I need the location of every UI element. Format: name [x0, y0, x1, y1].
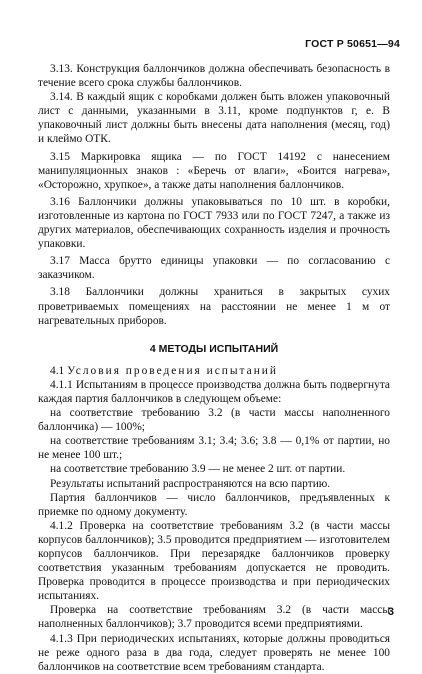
list-item-3-9: на соответствие требованию 3.9 — не менее 2 шт. от партии. — [50, 463, 346, 476]
subsection-heading — [38, 364, 390, 378]
subsection-number: 4.1 — [50, 364, 65, 377]
paragraph-3-17: 3.17 Масса брутто единицы упаковки — по согласованию с заказчиком. — [38, 255, 390, 282]
paragraph-check-filled: Проверка на соответствие требованиям 3.2 (в части массы наполненных баллончиков); 3.7 проводится всеми предприятиями. — [38, 604, 390, 631]
paragraph-4-1-2: 4.1.2 Проверка на соответствие требованиям 3.2 (в части массы корпусов баллончиков); 3.5 проводится предприятием — изготовителем корпусов баллончиков. При перезарядке баллончиков проверку соответствия указанным требованиям допускается не проводить. Проверка проводится в процессе производства и при периодических испытаниях. — [38, 519, 390, 603]
paragraph-3-16: 3.16 Баллончики должны упаковываться по 10 шт. в коробки, изготовленные из картона по ГОСТ 7933 или по ГОСТ 7247, а также из других материалов, обеспечивающих сохранность изделия и прочность упаковки. — [38, 195, 390, 251]
list-item-3-1: на соответствие требованиям 3.1; 3.4; 3.6; 3.8 — 0,1% от партии, но не менее 100 шт.; — [38, 435, 390, 462]
list-item-3-2: на соответствие требованию 3.2 (в части массы наполненного баллончика) — 100%; — [38, 407, 390, 434]
paragraph-3-14: 3.14. В каждый ящик с коробками должен быть вложен упаковочный лист с данными, указанными в 3.11, кроме подпунктов г, е. В упаковочный лист должны быть внесены дата наполнения (месяц, год) и клеймо ОТК. — [38, 91, 390, 146]
document-body — [38, 62, 390, 674]
document-header: ГОСТ Р 50651—94 — [305, 38, 400, 50]
subsection-title: Условия проведения испытаний — [67, 364, 278, 377]
paragraph-4-1-1: 4.1.1 Испытаниям в процессе производства должна быть подвергнута каждая партия баллончиков в следующем объеме: — [38, 378, 390, 405]
paragraph-3-13: 3.13. Конструкция баллончиков должна обеспечивать безопасность в течение всего срока службы баллончиков. — [38, 63, 390, 90]
paragraph-4-1-3: 4.1.3 При периодических испытаниях, которые должны проводиться не реже одного раза в два года, следует проверять не менее 100 баллончиков на соответствие всем требованиям стандарта. — [38, 632, 390, 673]
paragraph-batch-definition: Партия баллончиков — число баллончиков, предъявленных к приемке по одному документу. — [38, 491, 390, 518]
paragraph-3-18: 3.18 Баллончики должны храниться в закрытых сухих проветриваемых помещениях на расстоянии не менее 1 м от нагревательных приборов. — [38, 286, 390, 327]
paragraph-3-15: 3.15 Маркировка ящика — по ГОСТ 14192 с нанесением манипуляционных знаков : «Беречь от влаги», «Боится нагрева», «Осторожно, хрупкое», а также даты наполнения баллончиков. — [38, 150, 390, 191]
paragraph-results: Результаты испытаний распространяются на всю партию. — [50, 477, 331, 490]
page-number: 3 — [387, 606, 394, 618]
section-title: 4 МЕТОДЫ ИСПЫТАНИЙ — [149, 342, 279, 355]
